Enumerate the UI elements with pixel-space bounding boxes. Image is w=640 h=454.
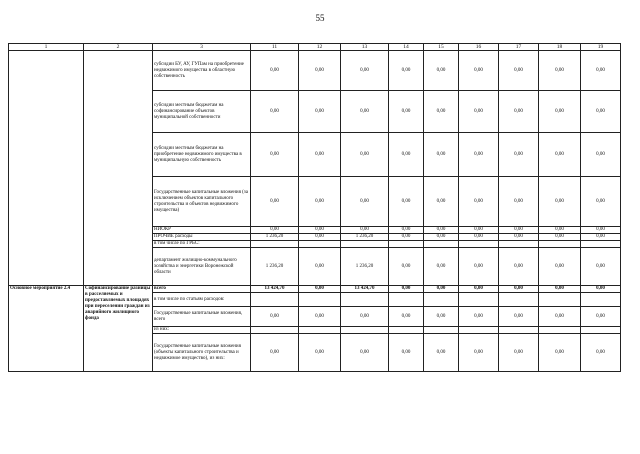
header-row — [9, 44, 621, 51]
value-cell: 0,00 — [539, 234, 581, 241]
page-number: 55 — [315, 13, 325, 23]
value-cell: 0,00 — [251, 334, 299, 372]
row-label: субсидии местным бюджетам на приобретение недвижимого имущества в муниципальную собственность — [153, 133, 251, 177]
value-cell: 0,00 — [539, 91, 581, 133]
value-cell: 0,00 — [389, 177, 424, 227]
value-cell: 0,00 — [299, 248, 341, 286]
row-label: департамент жилищно-коммунального хозяйства и энергетики Воронежской области — [153, 248, 251, 286]
row-label: субсидии местным бюджетам на софинансирование объектов муниципальной собственности — [153, 91, 251, 133]
value-cell: 0,00 — [299, 307, 341, 327]
header-cell: 14 — [389, 44, 424, 51]
value-cell — [424, 241, 459, 248]
empty-cell — [84, 51, 153, 286]
value-cell — [341, 293, 389, 307]
value-cell: 0,00 — [251, 133, 299, 177]
value-cell: 0,00 — [539, 334, 581, 372]
header-cell: 11 — [251, 44, 299, 51]
row-label: Государственные капитальные вложения (за исключением объектов капитального строительства и объектов недвижимого имущества) — [153, 177, 251, 227]
value-cell: 0,00 — [389, 286, 424, 293]
value-cell: 0,00 — [499, 286, 539, 293]
value-cell: 0,00 — [459, 334, 499, 372]
value-cell: 13 424,70 — [251, 286, 299, 293]
header-cell: 17 — [499, 44, 539, 51]
value-cell: 0,00 — [424, 91, 459, 133]
header-cell: 13 — [341, 44, 389, 51]
value-cell — [251, 293, 299, 307]
value-cell: 0,00 — [499, 133, 539, 177]
value-cell: 0,00 — [341, 307, 389, 327]
value-cell: 0,00 — [424, 248, 459, 286]
value-cell: 1 236,20 — [341, 248, 389, 286]
value-cell: 0,00 — [424, 334, 459, 372]
value-cell: 0,00 — [459, 177, 499, 227]
value-cell — [341, 241, 389, 248]
empty-cell — [9, 51, 84, 286]
value-cell: 0,00 — [581, 133, 621, 177]
value-cell: 0,00 — [499, 234, 539, 241]
value-cell: 0,00 — [459, 51, 499, 91]
value-cell — [424, 327, 459, 334]
value-cell — [459, 293, 499, 307]
header-cell: 15 — [424, 44, 459, 51]
value-cell: 0,00 — [539, 248, 581, 286]
value-cell: 0,00 — [251, 51, 299, 91]
value-cell: 0,00 — [424, 307, 459, 327]
value-cell: 1 236,20 — [251, 234, 299, 241]
value-cell: 0,00 — [499, 248, 539, 286]
value-cell: 0,00 — [459, 248, 499, 286]
row-label: НИОКР — [153, 227, 251, 234]
value-cell: 0,00 — [299, 234, 341, 241]
value-cell: 0,00 — [499, 51, 539, 91]
header-cell: 16 — [459, 44, 499, 51]
value-cell — [539, 293, 581, 307]
value-cell: 0,00 — [251, 91, 299, 133]
value-cell: 0,00 — [581, 286, 621, 293]
value-cell: 0,00 — [341, 334, 389, 372]
value-cell: 0,00 — [539, 177, 581, 227]
value-cell: 0,00 — [341, 177, 389, 227]
row-label: всего — [153, 286, 251, 293]
value-cell: 0,00 — [499, 334, 539, 372]
table-row — [9, 51, 621, 91]
value-cell: 0,00 — [389, 334, 424, 372]
value-cell: 0,00 — [459, 234, 499, 241]
row-label: субсидии БУ, АУ, ГУПам на приобретение недвижимого имущества в областную собственность — [153, 51, 251, 91]
value-cell: 0,00 — [251, 227, 299, 234]
value-cell: 0,00 — [459, 286, 499, 293]
row-label: ПРОЧИЕ расходы — [153, 234, 251, 241]
value-cell: 0,00 — [389, 248, 424, 286]
value-cell — [251, 241, 299, 248]
value-cell: 0,00 — [424, 286, 459, 293]
value-cell: 0,00 — [581, 227, 621, 234]
measure-description: Софинансирование разницы в расселяемых и предоставляемых площадях при переселении граждан из аварийного жилищного фонда — [84, 286, 153, 372]
value-cell: 0,00 — [299, 91, 341, 133]
value-cell: 0,00 — [251, 177, 299, 227]
value-cell — [299, 327, 341, 334]
header-cell: 19 — [581, 44, 621, 51]
value-cell: 0,00 — [581, 234, 621, 241]
value-cell — [539, 241, 581, 248]
value-cell: 0,00 — [581, 334, 621, 372]
value-cell: 0,00 — [299, 334, 341, 372]
value-cell — [499, 241, 539, 248]
value-cell: 0,00 — [459, 307, 499, 327]
value-cell: 0,00 — [459, 133, 499, 177]
header-cell: 3 — [153, 44, 251, 51]
value-cell: 0,00 — [499, 227, 539, 234]
header-cell: 1 — [9, 44, 84, 51]
value-cell: 0,00 — [341, 227, 389, 234]
value-cell: 1 236,20 — [341, 234, 389, 241]
value-cell — [389, 241, 424, 248]
value-cell: 0,00 — [299, 133, 341, 177]
budget-table — [8, 43, 621, 372]
value-cell: 0,00 — [459, 227, 499, 234]
value-cell: 0,00 — [581, 177, 621, 227]
value-cell: 0,00 — [341, 133, 389, 177]
value-cell: 0,00 — [539, 227, 581, 234]
value-cell: 0,00 — [424, 234, 459, 241]
value-cell: 0,00 — [389, 91, 424, 133]
value-cell — [341, 327, 389, 334]
value-cell — [299, 293, 341, 307]
value-cell — [424, 293, 459, 307]
value-cell — [499, 327, 539, 334]
value-cell — [499, 293, 539, 307]
value-cell: 0,00 — [539, 51, 581, 91]
value-cell: 0,00 — [424, 177, 459, 227]
row-label: Государственные капитальные вложения (объекты капитального строительства и недвижимое имущество), из них: — [153, 334, 251, 372]
header-cell: 18 — [539, 44, 581, 51]
value-cell: 0,00 — [581, 91, 621, 133]
value-cell: 0,00 — [389, 227, 424, 234]
row-label: в том числе по ГРБС: — [153, 241, 251, 248]
value-cell: 0,00 — [251, 307, 299, 327]
value-cell: 1 236,20 — [251, 248, 299, 286]
value-cell: 0,00 — [539, 133, 581, 177]
value-cell: 0,00 — [499, 177, 539, 227]
value-cell — [459, 241, 499, 248]
value-cell: 0,00 — [539, 307, 581, 327]
value-cell — [581, 327, 621, 334]
value-cell: 0,00 — [299, 177, 341, 227]
value-cell: 0,00 — [539, 286, 581, 293]
value-cell: 0,00 — [424, 133, 459, 177]
value-cell — [389, 327, 424, 334]
header-cell: 2 — [84, 44, 153, 51]
value-cell: 0,00 — [459, 91, 499, 133]
value-cell: 0,00 — [499, 307, 539, 327]
value-cell: 0,00 — [424, 51, 459, 91]
value-cell: 0,00 — [389, 133, 424, 177]
value-cell — [251, 327, 299, 334]
value-cell — [581, 293, 621, 307]
row-label: Государственные капитальные вложения, всего — [153, 307, 251, 327]
value-cell: 0,00 — [299, 51, 341, 91]
value-cell: 13 424,70 — [341, 286, 389, 293]
value-cell: 0,00 — [389, 307, 424, 327]
value-cell: 0,00 — [341, 91, 389, 133]
value-cell — [539, 327, 581, 334]
header-cell: 12 — [299, 44, 341, 51]
value-cell: 0,00 — [299, 286, 341, 293]
value-cell — [389, 293, 424, 307]
table-row — [9, 286, 621, 293]
value-cell: 0,00 — [499, 91, 539, 133]
row-label: из них: — [153, 327, 251, 334]
value-cell — [459, 327, 499, 334]
value-cell: 0,00 — [424, 227, 459, 234]
value-cell: 0,00 — [389, 234, 424, 241]
row-label: в том числе по статьям расходов: — [153, 293, 251, 307]
value-cell: 0,00 — [389, 51, 424, 91]
value-cell — [581, 241, 621, 248]
value-cell — [299, 241, 341, 248]
value-cell: 0,00 — [581, 51, 621, 91]
value-cell: 0,00 — [581, 307, 621, 327]
value-cell: 0,00 — [341, 51, 389, 91]
value-cell: 0,00 — [299, 227, 341, 234]
value-cell: 0,00 — [581, 248, 621, 286]
measure-title: Основное мероприятие 2.4 — [9, 286, 84, 372]
